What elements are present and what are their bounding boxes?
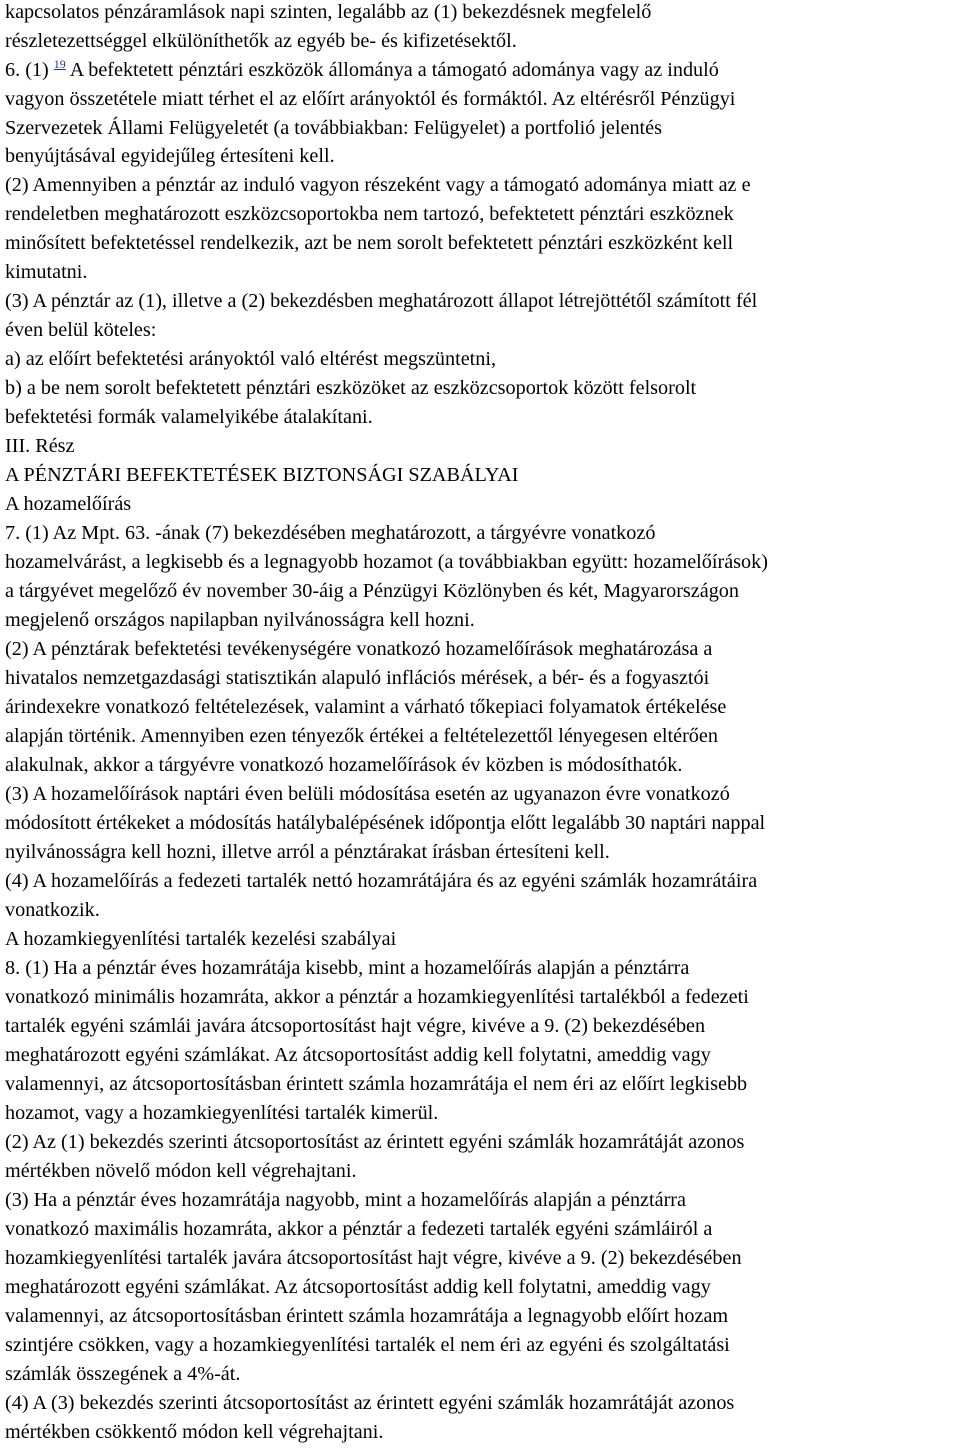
text-line: meghatározott egyéni számlákat. Az átcsoportosítást addig kell folytatni, ameddig vagy <box>5 1044 711 1066</box>
text-line: vonatkozó maximális hozamráta, akkor a pénztár a fedezeti tartalék egyéni számláiról a <box>5 1218 713 1240</box>
text-line: éven belül köteles: <box>5 319 157 341</box>
text-line: (2) Az (1) bekezdés szerinti átcsoportosítást az érintett egyéni számlák hozamrátáját azonos <box>5 1131 745 1153</box>
part-title: III. Rész <box>5 435 75 457</box>
text-line: alakulnak, akkor a tárgyévre vonatkozó hozamelőírások év közben is módosíthatók. <box>5 754 683 776</box>
text-line: (4) A (3) bekezdés szerinti átcsoportosítást az érintett egyéni számlák hozamrátáját azonos <box>5 1392 735 1414</box>
text-line: szintjére csökken, vagy a hozamkiegyenlítési tartalék el nem éri az egyéni és szolgáltatási <box>5 1334 730 1356</box>
text-line <box>5 58 719 82</box>
text-line: számlák összegének a 4%-át. <box>5 1363 241 1385</box>
footnote-link[interactable]: 19 <box>53 57 66 71</box>
text-line: (3) Ha a pénztár éves hozamrátája nagyobb, mint a hozamelőírás alapján a pénztárra <box>5 1189 686 1211</box>
text-line: vonatkozó minimális hozamráta, akkor a pénztár a hozamkiegyenlítési tartalékból a fedezeti <box>5 986 749 1008</box>
text-line: mértékben csökkentő módon kell végrehajtani. <box>5 1421 384 1443</box>
text-line: módosított értékeket a módosítás hatálybalépésének időpontja előtt legalább 30 naptári nappal <box>5 812 766 834</box>
text-line: Szervezetek Állami Felügyeletét (a továbbiakban: Felügyelet) a portfolió jelentés <box>5 117 662 139</box>
section-number: 6. (1) <box>5 59 54 81</box>
text-line: hivatalos nemzetgazdasági statisztikán alapuló inflációs mérések, a bér- és a fogyasztói <box>5 667 710 689</box>
text-line: (2) Amennyiben a pénztár az induló vagyon részeként vagy a támogató adománya miatt az e <box>5 174 751 196</box>
text-line: 8. (1) Ha a pénztár éves hozamrátája kisebb, mint a hozamelőírás alapján a pénztárra <box>5 957 690 979</box>
text-line: meghatározott egyéni számlákat. Az átcsoportosítást addig kell folytatni, ameddig vagy <box>5 1276 711 1298</box>
text-line: befektetési formák valamelyikébe átalakítani. <box>5 406 373 428</box>
line-text: A befektetett pénztári eszközök állománya a támogató adománya vagy az induló <box>65 59 719 81</box>
subsection-heading: A hozamelőírás <box>5 493 132 515</box>
text-line: vagyon összetétele miatt térhet el az előírt arányoktól és formáktól. Az eltérésről Pénzügyi <box>5 88 736 110</box>
text-line: (4) A hozamelőírás a fedezeti tartalék nettó hozamrátájára és az egyéni számlák hozamrátáira <box>5 870 758 892</box>
text-line: tartalék egyéni számlái javára átcsoportosítást hajt végre, kivéve a 9. (2) bekezdésében <box>5 1015 706 1037</box>
text-line: hozamelvárást, a legkisebb és a legnagyobb hozamot (a továbbiakban együtt: hozamelőírások) <box>5 551 768 573</box>
text-line: nyilvánosságra kell hozni, illetve arról a pénztárakat írásban értesíteni kell. <box>5 841 610 863</box>
text-line: árindexekre vonatkozó feltételezések, valamint a várható tőkepiaci folyamatok értékelése <box>5 696 727 718</box>
text-line: hozamkiegyenlítési tartalék javára átcsoportosítást hajt végre, kivéve a 9. (2) bekezdésében <box>5 1247 742 1269</box>
text-line: (3) A hozamelőírások naptári éven belüli módosítása esetén az ugyanazon évre vonatkozó <box>5 783 730 805</box>
text-line: a tárgyévet megelőző év november 30-áig a Pénzügyi Közlönyben és két, Magyarországon <box>5 580 739 602</box>
text-line: rendeletben meghatározott eszközcsoportokba nem tartozó, befektetett pénztári eszköznek <box>5 203 734 225</box>
text-line: valamennyi, az átcsoportosításban érintett számla hozamrátája a legnagyobb előírt hozam <box>5 1305 729 1327</box>
text-line: valamennyi, az átcsoportosításban érintett számla hozamrátája el nem éri az előírt legkisebb <box>5 1073 748 1095</box>
text-line: vonatkozik. <box>5 899 100 921</box>
text-line: b) a be nem sorolt befektetett pénztári eszközöket az eszközcsoportok között felsorolt <box>5 377 697 399</box>
text-line: megjelenő országos napilapban nyilvánosságra kell hozni. <box>5 609 475 631</box>
part-heading: A PÉNZTÁRI BEFEKTETÉSEK BIZTONSÁGI SZABÁLYAI <box>5 464 519 486</box>
text-line: a) az előírt befektetési arányoktól való eltérést megszüntetni, <box>5 348 497 370</box>
text-line: 7. (1) Az Mpt. 63. -ának (7) bekezdésében meghatározott, a tárgyévre vonatkozó <box>5 522 656 544</box>
text-line: minősített befektetéssel rendelkezik, azt be nem sorolt befektetett pénztári eszközként kell <box>5 232 734 254</box>
text-line: (3) A pénztár az (1), illetve a (2) bekezdésben meghatározott állapot létrejöttétől számított fél <box>5 290 758 312</box>
text-line: részletezettséggel elkülöníthetők az egyéb be- és kifizetésektől. <box>5 30 517 52</box>
text-line: benyújtásával egyidejűleg értesíteni kell. <box>5 145 335 167</box>
text-line: hozamot, vagy a hozamkiegyenlítési tartalék kimerül. <box>5 1102 439 1124</box>
subsection-heading: A hozamkiegyenlítési tartalék kezelési szabályai <box>5 928 397 950</box>
text-line: alapján történik. Amennyiben ezen tényezők értékei a feltételezettől lényegesen eltérően <box>5 725 718 747</box>
text-line: kimutatni. <box>5 261 88 283</box>
text-line: (2) A pénztárak befektetési tevékenységére vonatkozó hozamelőírások meghatározása a <box>5 638 713 660</box>
text-line: kapcsolatos pénzáramlások napi szinten, legalább az (1) bekezdésnek megfelelő <box>5 1 652 23</box>
text-line: mértékben növelő módon kell végrehajtani. <box>5 1160 357 1182</box>
